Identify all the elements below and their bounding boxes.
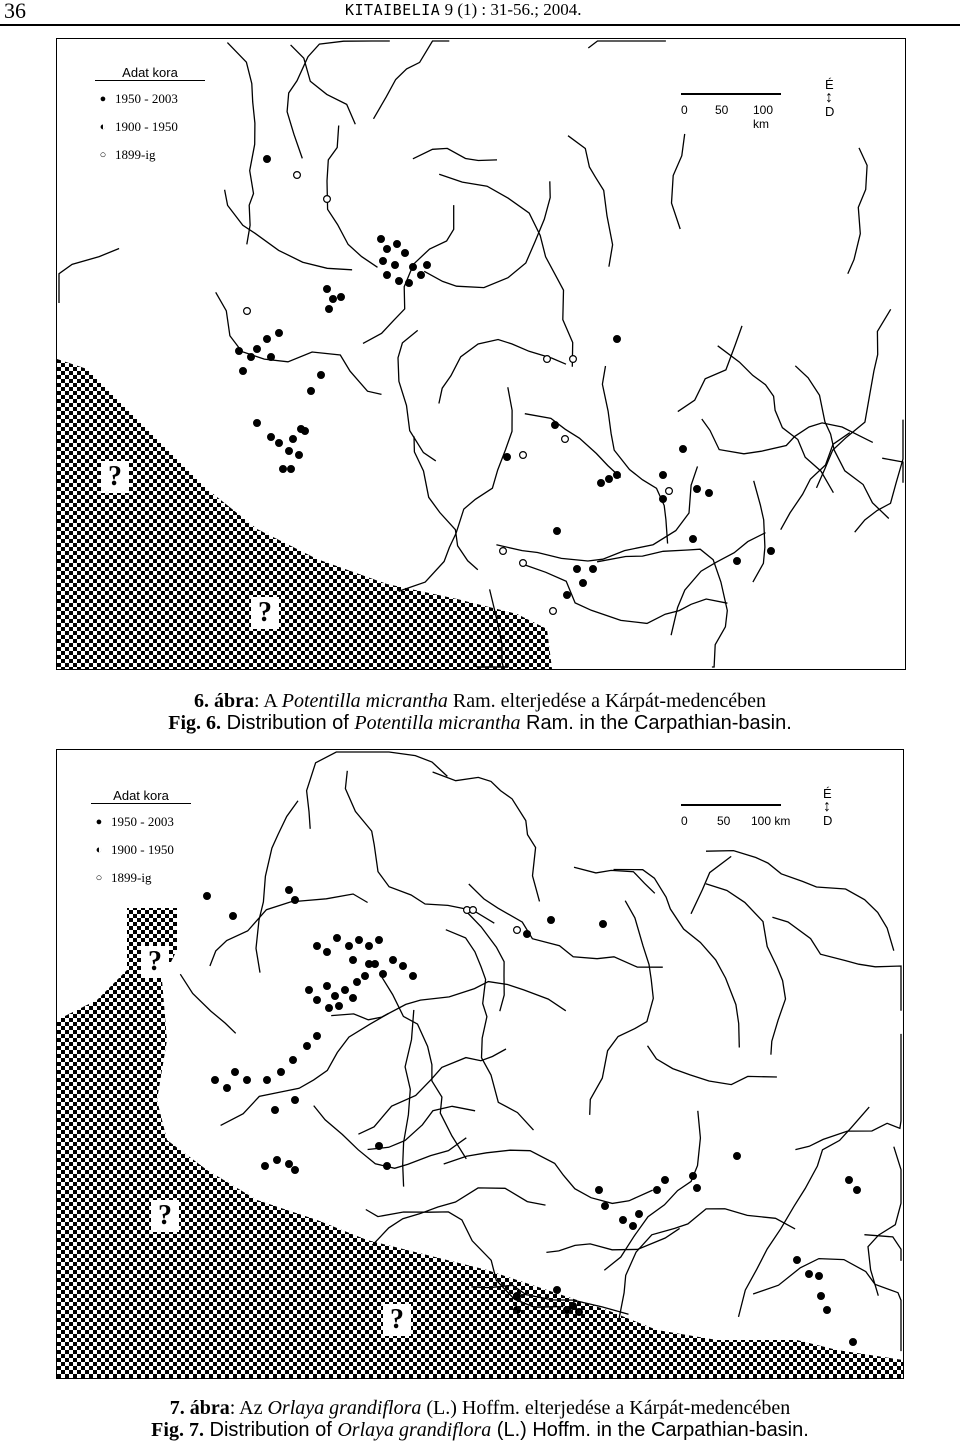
river-line	[59, 249, 119, 304]
old-record-dot	[562, 436, 569, 443]
river-line	[614, 870, 740, 1048]
recent-record-dot	[694, 1185, 701, 1192]
recent-record-dot	[690, 1173, 697, 1180]
river-line	[868, 1147, 901, 1296]
legend-title: Adat kora	[91, 788, 191, 804]
recent-record-dot	[418, 272, 425, 279]
recent-record-dot	[768, 548, 775, 555]
recent-record-dot	[264, 156, 271, 163]
recent-record-dot	[354, 979, 361, 986]
river-line	[574, 867, 655, 893]
river-line	[469, 884, 663, 967]
recent-record-dot	[292, 897, 299, 904]
river-line	[382, 977, 466, 1159]
recent-record-dot	[614, 472, 621, 479]
south-label: D	[825, 104, 835, 119]
recent-record-dot	[248, 354, 255, 361]
river-line	[590, 901, 654, 1115]
recent-record-dot	[308, 388, 315, 395]
river-line	[399, 387, 512, 591]
recent-record-dot	[306, 987, 313, 994]
question-mark-label: ?	[151, 1200, 179, 1232]
river-line	[753, 1259, 901, 1352]
recent-record-dot	[292, 1167, 299, 1174]
recent-record-dot	[620, 1217, 627, 1224]
recent-record-dot	[254, 420, 261, 427]
recent-record-dot	[286, 448, 293, 455]
recent-record-dot	[570, 1303, 577, 1310]
recent-record-dot	[424, 262, 431, 269]
old-record-dot	[520, 452, 527, 459]
recent-record-dot	[378, 236, 385, 243]
recent-record-dot	[356, 937, 363, 944]
recent-record-dot	[204, 893, 211, 900]
occurrence-dots	[236, 156, 775, 615]
recent-record-dot	[232, 1069, 239, 1076]
recent-record-dot	[630, 1223, 637, 1230]
question-mark-label: ?	[251, 597, 279, 629]
recent-record-dot	[554, 528, 561, 535]
recent-record-dot	[376, 937, 383, 944]
recent-record-dot	[262, 1163, 269, 1170]
old-record-dot	[294, 172, 301, 179]
recent-record-dot	[660, 472, 667, 479]
figure7-caption-en: Fig. 7. Distribution of Orlaya grandiflora (L.) Hoffm. in the Carpathian-basin.	[151, 1419, 809, 1441]
recent-record-dot	[346, 943, 353, 950]
recent-record-dot	[326, 306, 333, 313]
running-header	[0, 0, 960, 24]
river-line	[424, 181, 550, 287]
recent-record-dot	[324, 286, 331, 293]
recent-record-dot	[366, 943, 373, 950]
river-line	[496, 466, 697, 561]
recent-record-dot	[706, 490, 713, 497]
question-mark-label: ?	[101, 461, 129, 493]
recent-record-dot	[326, 1005, 333, 1012]
river-line	[210, 894, 368, 966]
recent-record-dot	[372, 961, 379, 968]
map-legend	[91, 65, 209, 201]
river-line	[672, 134, 685, 229]
recent-record-dot	[694, 486, 701, 493]
scale-bar: 0 50 100 km	[681, 81, 791, 121]
river-line	[327, 126, 378, 268]
recent-record-dot	[662, 1177, 669, 1184]
river-line	[414, 436, 478, 569]
river-line	[372, 1188, 545, 1245]
north-label: É	[825, 77, 834, 92]
river-line	[413, 148, 497, 160]
recent-record-dot	[350, 995, 357, 1002]
recent-record-dot	[660, 496, 667, 503]
river-line	[525, 565, 728, 624]
recent-record-dot	[816, 1273, 823, 1280]
recent-record-dot	[338, 294, 345, 301]
river-line	[706, 851, 894, 951]
recent-record-dot	[598, 480, 605, 487]
old-record-dot	[570, 356, 577, 363]
river-line	[678, 326, 742, 412]
recent-record-dot	[514, 1307, 521, 1314]
recent-record-dot	[580, 580, 587, 587]
recent-record-dot	[278, 1069, 285, 1076]
recent-record-dot	[268, 434, 275, 441]
recent-record-dot	[690, 536, 697, 543]
river-line	[444, 1150, 653, 1203]
river-line	[588, 41, 666, 48]
recent-record-dot	[276, 330, 283, 337]
river-line	[795, 1034, 901, 1150]
half-dot-icon: ◐	[99, 121, 107, 133]
recent-record-dot	[330, 296, 337, 303]
recent-record-dot	[850, 1339, 857, 1346]
recent-record-dot	[600, 921, 607, 928]
journal-citation	[345, 0, 582, 20]
recent-record-dot	[274, 1157, 281, 1164]
old-record-dot	[544, 356, 551, 363]
recent-record-dot	[314, 997, 321, 1004]
recent-record-dot	[286, 1161, 293, 1168]
open-dot-icon: ○	[95, 872, 103, 884]
recent-record-dot	[334, 935, 341, 942]
recent-record-dot	[596, 1187, 603, 1194]
recent-record-dot	[514, 1293, 521, 1300]
north-arrow	[825, 77, 834, 119]
recent-record-dot	[350, 957, 357, 964]
recent-record-dot	[280, 466, 287, 473]
recent-record-dot	[384, 1163, 391, 1170]
recent-record-dot	[290, 436, 297, 443]
old-record-dot	[514, 927, 521, 934]
legend-item-mid: ◐ 1900 - 1950	[87, 836, 195, 864]
river-line	[216, 292, 382, 394]
river-line	[568, 136, 613, 267]
river-line	[345, 771, 494, 923]
river-line	[314, 1106, 467, 1169]
journal-name: KITAIBELIA	[345, 1, 441, 19]
river-line	[446, 930, 534, 1130]
river-line	[817, 309, 891, 488]
river-line	[374, 41, 450, 119]
filled-dot-icon: ●	[99, 93, 107, 105]
recent-record-dot	[410, 264, 417, 271]
distribution-map-orlaya	[56, 749, 904, 1379]
recent-record-dot	[548, 917, 555, 924]
recent-record-dot	[614, 336, 621, 343]
river-line	[864, 1235, 901, 1261]
recent-record-dot	[400, 963, 407, 970]
recent-record-dot	[554, 1287, 561, 1294]
recent-record-dot	[264, 1077, 271, 1084]
recent-record-dot	[384, 272, 391, 279]
recent-record-dot	[276, 440, 283, 447]
recent-record-dot	[818, 1293, 825, 1300]
recent-record-dot	[286, 887, 293, 894]
recent-record-dot	[564, 592, 571, 599]
recent-record-dot	[314, 1033, 321, 1040]
recent-record-dot	[324, 949, 331, 956]
recent-record-dot	[264, 336, 271, 343]
river-line	[331, 982, 566, 1020]
recent-record-dot	[734, 1153, 741, 1160]
figure6-caption-hu: 6. ábra: A Potentilla micrantha Ram. elterjedése a Kárpát-medencében	[193, 690, 767, 712]
river-line	[772, 917, 901, 1011]
open-dot-icon: ○	[99, 149, 107, 161]
recent-record-dot	[636, 1211, 643, 1218]
recent-record-dot	[272, 1107, 279, 1114]
recent-record-dot	[576, 1309, 583, 1316]
recent-record-dot	[392, 262, 399, 269]
river-line	[291, 45, 356, 124]
arrow-updown-icon: ↕	[823, 798, 831, 815]
recent-record-dot	[212, 1077, 219, 1084]
recent-record-dot	[574, 566, 581, 573]
recent-record-dot	[240, 368, 247, 375]
old-record-dot	[324, 196, 331, 203]
arrow-updown-icon: ↕	[825, 89, 833, 106]
river-line	[706, 884, 786, 1055]
old-record-dot	[520, 560, 527, 567]
recent-record-dot	[254, 346, 261, 353]
river-line	[256, 801, 298, 973]
south-label: D	[823, 813, 833, 828]
legend-item-old: ○ 1899-ig	[87, 864, 195, 892]
recent-record-dot	[552, 422, 559, 429]
recent-record-dot	[342, 987, 349, 994]
recent-record-dot	[390, 957, 397, 964]
recent-record-dot	[302, 428, 309, 435]
river-line	[648, 1046, 777, 1085]
recent-record-dot	[376, 1143, 383, 1150]
river-line	[671, 533, 765, 636]
recent-record-dot	[384, 246, 391, 253]
recent-record-dot	[230, 913, 237, 920]
legend-item-mid: ◐ 1900 - 1950	[91, 113, 209, 141]
recent-record-dot	[806, 1271, 813, 1278]
scale-bar: 0 50 100 km	[681, 792, 791, 832]
old-record-dot	[550, 608, 557, 615]
filled-dot-icon: ●	[95, 816, 103, 828]
river-line	[718, 346, 834, 493]
recent-record-dot	[296, 452, 303, 459]
river-line	[307, 752, 448, 829]
legend-item-recent: ● 1950 - 2003	[91, 85, 209, 113]
figure7-caption-hu: 7. ábra: Az Orlaya grandiflora (L.) Hoffm. elterjedése a Kárpát-medencében	[169, 1397, 791, 1419]
recent-record-dot	[304, 1043, 311, 1050]
river-line	[848, 148, 867, 274]
figure6-caption-en: Fig. 6. Distribution of Potentilla micrantha Ram. in the Carpathian-basin.	[168, 712, 792, 734]
recent-record-dot	[332, 993, 339, 1000]
river-line	[180, 974, 235, 1033]
north-label: É	[823, 786, 832, 801]
recent-record-dot	[290, 1057, 297, 1064]
river-line	[739, 1107, 870, 1317]
journal-volume: 9 (1) : 31-56.; 2004.	[440, 0, 582, 19]
recent-record-dot	[394, 241, 401, 248]
recent-record-dot	[524, 931, 531, 938]
recent-record-dot	[654, 1187, 661, 1194]
recent-record-dot	[794, 1257, 801, 1264]
north-arrow	[823, 786, 832, 828]
recent-record-dot	[318, 372, 325, 379]
legend-item-old: ○ 1899-ig	[91, 141, 209, 169]
recent-record-dot	[292, 1097, 299, 1104]
recent-record-dot	[324, 983, 331, 990]
recent-record-dot	[244, 1077, 251, 1084]
river-line	[525, 414, 621, 478]
question-mark-label: ?	[383, 1304, 411, 1336]
river-line	[439, 174, 573, 367]
header-rule	[0, 24, 960, 26]
recent-record-dot	[396, 278, 403, 285]
recent-record-dot	[224, 1085, 231, 1092]
unknown-region-hatch	[57, 359, 552, 669]
river-line	[225, 190, 353, 270]
recent-record-dot	[236, 348, 243, 355]
recent-record-dot	[380, 971, 387, 978]
recent-record-dot	[314, 943, 321, 950]
recent-record-dot	[410, 973, 417, 980]
half-dot-icon: ◐	[95, 844, 103, 856]
legend-item-recent: ● 1950 - 2003	[87, 808, 195, 836]
recent-record-dot	[590, 566, 597, 573]
legend-title: Adat kora	[95, 65, 205, 81]
question-mark-label: ?	[141, 946, 169, 978]
river-line	[781, 433, 850, 530]
old-record-dot	[470, 907, 477, 914]
recent-record-dot	[380, 258, 387, 265]
recent-record-dot	[680, 446, 687, 453]
unknown-region-hatch	[57, 898, 903, 1378]
river-line	[753, 481, 765, 582]
river-line	[363, 205, 454, 343]
recent-record-dot	[734, 558, 741, 565]
recent-record-dot	[854, 1187, 861, 1194]
map-legend	[87, 788, 195, 908]
recent-record-dot	[402, 250, 409, 257]
old-record-dot	[666, 488, 673, 495]
river-line	[602, 366, 667, 544]
recent-record-dot	[846, 1177, 853, 1184]
river-line	[466, 911, 504, 1011]
river-line	[227, 43, 255, 245]
river-line	[619, 1209, 795, 1318]
river-line	[439, 340, 566, 404]
recent-record-dot	[336, 1003, 343, 1010]
river-line	[221, 1014, 389, 1126]
distribution-map-potentilla	[56, 38, 906, 670]
recent-record-dot	[824, 1307, 831, 1314]
recent-record-dot	[406, 280, 413, 287]
recent-record-dot	[362, 973, 369, 980]
recent-record-dot	[504, 454, 511, 461]
page-number: 36	[4, 0, 26, 23]
river-line	[398, 330, 436, 461]
river-line	[433, 772, 540, 901]
recent-record-dot	[268, 354, 275, 361]
recent-record-dot	[602, 1203, 609, 1210]
recent-record-dot	[606, 476, 613, 483]
recent-record-dot	[288, 466, 295, 473]
old-record-dot	[244, 308, 251, 315]
old-record-dot	[500, 548, 507, 555]
